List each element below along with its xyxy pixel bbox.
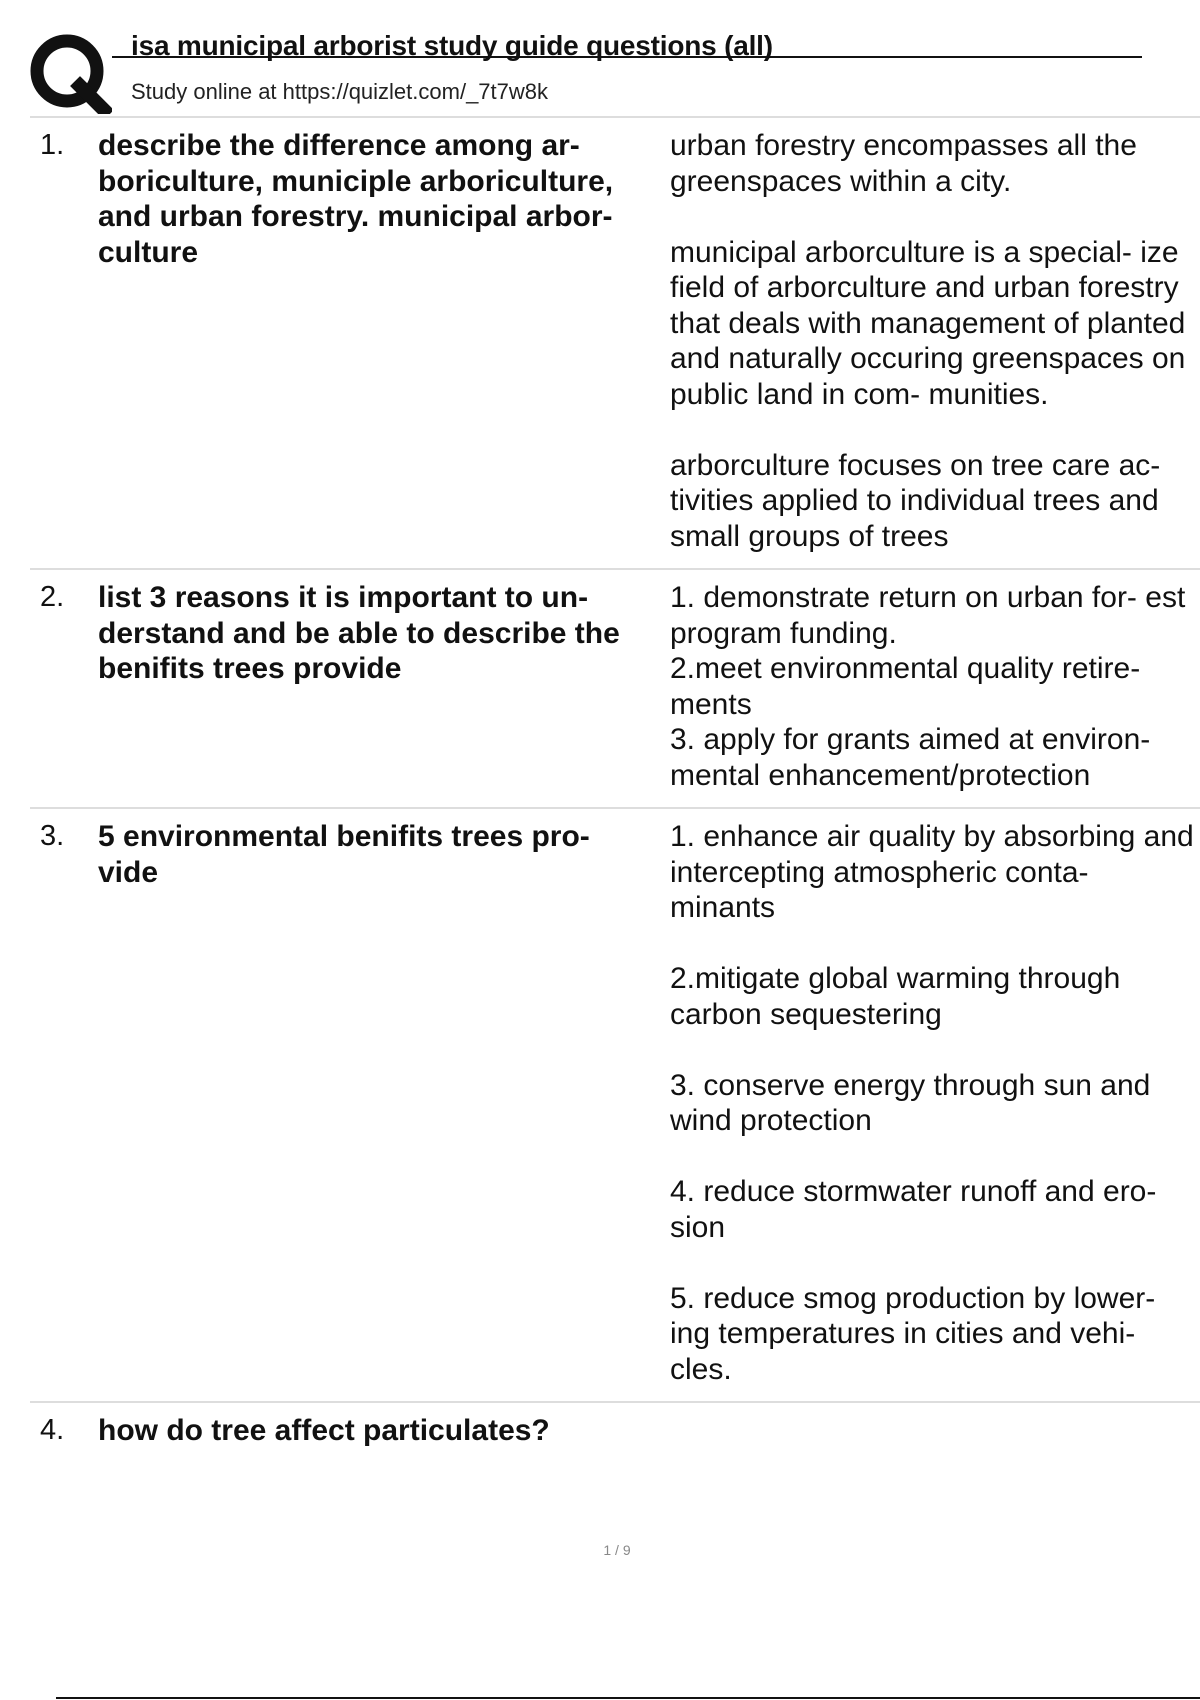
definition-paragraph: municipal arborculture is a special- ize field of arborculture and urban forestry that deals with management of planted and naturally occuring greenspaces on public land in com- munities. <box>670 235 1186 411</box>
card-term: list 3 reasons it is important to un- derstand and be able to describe the benifits trees provide <box>98 581 620 685</box>
card-number: 3. <box>40 820 65 852</box>
page-number: 1 / 9 <box>603 1542 631 1558</box>
definition-paragraph: urban forestry encompasses all the greenspaces within a city. <box>670 129 1137 198</box>
flashcard <box>30 1403 1200 1463</box>
card-term: how do tree affect particulates? <box>98 1414 550 1447</box>
document-title: isa municipal arborist study guide questions (all) <box>131 30 773 61</box>
card-number: 4. <box>40 1414 65 1446</box>
definition-paragraph: 4. reduce stormwater runoff and ero- sion <box>670 1175 1157 1244</box>
definition-paragraph: 2.mitigate global warming through carbon sequestering <box>670 962 1121 1031</box>
card-term: 5 environmental benifits trees pro- vide <box>98 820 590 889</box>
card-definition <box>670 128 1195 554</box>
card-term: describe the difference among ar- boriculture, municiple arboriculture, and urban forestry. municipal arbor- culture <box>98 129 614 269</box>
definition-paragraph: 1. enhance air quality by absorbing and intercepting atmospheric conta- minants <box>670 820 1194 924</box>
card-definition <box>670 819 1195 1387</box>
definition-line: 3. apply for grants aimed at environ- mental enhancement/protection <box>670 723 1151 792</box>
definition-paragraph: 3. conserve energy through sun and wind protection <box>670 1068 1151 1137</box>
quizlet-logo-icon <box>30 34 112 114</box>
definition-line: 2.meet environmental quality retire- ments <box>670 652 1141 721</box>
flashcard <box>30 570 1200 809</box>
definition-paragraph: arborculture focuses on tree care ac- tivities applied to individual trees and small groups of trees <box>670 448 1161 553</box>
footer-divider <box>56 1697 1200 1699</box>
study-online-link[interactable]: Study online at https://quizlet.com/_7t7w8k <box>131 79 549 104</box>
flashcard <box>30 809 1200 1403</box>
card-number: 1. <box>40 129 65 161</box>
definition-paragraph: 5. reduce smog production by lower- ing temperatures in cities and vehi- cles. <box>670 1281 1156 1386</box>
flashcard <box>30 118 1200 570</box>
flashcard-list <box>30 118 1200 1463</box>
document-header <box>0 0 1200 118</box>
definition-line: 1. demonstrate return on urban for- est program funding. <box>670 581 1186 650</box>
card-definition <box>670 580 1195 793</box>
card-number: 2. <box>40 581 65 613</box>
